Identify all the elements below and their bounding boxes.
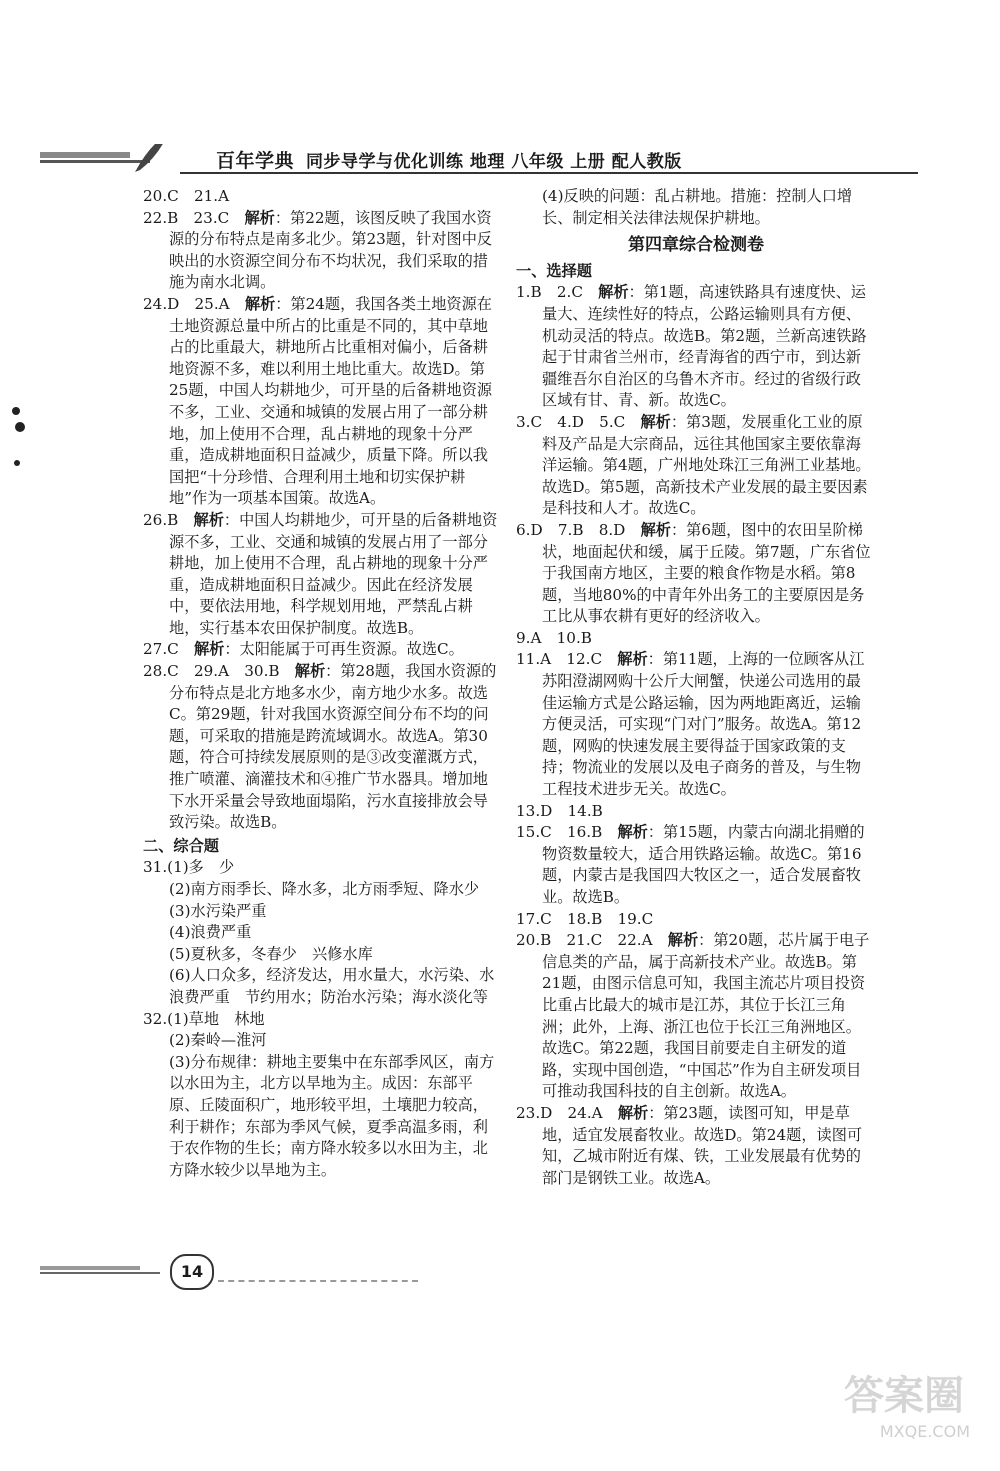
analysis-label: 解析: [193, 640, 225, 659]
answer-keys: 6.D 7.B 8.D: [516, 520, 641, 539]
answer-item: 13.D 14.B: [516, 801, 603, 820]
answer-item: [143, 208, 499, 294]
answer-item: 20.C 21.A: [143, 187, 230, 205]
chapter-title: 第四章综合检测卷: [628, 235, 764, 256]
analysis-text: ：第20题，芯片属于电子信息类的产品，属于高新技术产业。故选B。第21题，由图示信息可知，我国主流芯片项目投资比重占比最大的城市是江苏，其位于长江三角洲；此外，上海、浙江也位于长江三角洲地区。故选C。第22题，我国目前要走自主研发的道路，实现中国创造，“中国芯”作为自主研发项目可推动我国科技的自主创新。故选A。: [542, 931, 870, 1101]
analysis-text: ：第28题，我国水资源的分布特点是北方地多水少，南方地少水多。故选C。第29题，针对我国水资源空间分布不均的问题，可采取的措施是跨流域调水。故选A。第30题，符合可持续发展原则的是③改变灌溉方式，推广喷灌、滴灌技术和④推广节水器具。增加地下水开采量会导致地面塌陷，污水直接排放会导致污染。故选B。: [169, 662, 497, 832]
footer-stripe-decoration-icon: [40, 1260, 166, 1282]
answer-keys: 24.D 25.A: [143, 294, 245, 313]
answer-keys: 15.C 16.B: [516, 823, 618, 842]
footer-dashed-rule: [218, 1280, 418, 1282]
answer-subitem: (2)秦岭—淮河: [169, 1031, 267, 1050]
analysis-text: ：中国人均耕地少，可开垦的后备耕地资源不多，工业、交通和城镇的发展占用了一部分耕地，加上使用不合理，乱占耕地的现象十分严重，造成耕地面积日益减少。因此在经济发展中，要依法用地，科学规划用地，严禁乱占耕地，实行基本农田保护制度。故选B。: [169, 510, 498, 637]
answer-item: [143, 639, 499, 661]
analysis-label: 解析: [294, 662, 326, 681]
answer-keys: 26.B: [143, 510, 194, 529]
analysis-label: 解析: [244, 208, 275, 227]
section-heading: 二、综合题: [143, 836, 219, 855]
answer-item: 17.C 18.B 19.C: [516, 909, 654, 928]
analysis-label: 解析: [667, 931, 699, 950]
answer-item: [143, 510, 499, 640]
answer-item: [516, 822, 876, 908]
analysis-label: 解析: [244, 294, 276, 313]
answer-subitem: (2)南方雨季长、降水多，北方雨季短、降水少: [169, 880, 480, 898]
header-brand: 百年学典: [216, 150, 295, 172]
analysis-text: ：第1题，高速铁路具有速度快、运量大、连续性好的特点，公路运输则具有方便、机动灵活的特点。故选B。第2题，兰新高速铁路起于甘肃省兰州市，经青海省的西宁市，到达新疆维吾尔自治区的乌鲁木齐市。经过的省级行政区域有甘、青、新。故选C。: [542, 283, 867, 410]
answer-keys: 28.C 29.A 30.B: [143, 662, 295, 681]
answer-item: 31.(1)多 少: [143, 858, 235, 877]
analysis-text: ：太阳能属于可再生资源。故选C。: [224, 640, 464, 659]
answer-item: 9.A 10.B: [516, 628, 592, 647]
analysis-label: 解析: [640, 520, 671, 539]
answer-subitem: (5)夏秋多，冬春少 兴修水库: [169, 944, 373, 963]
analysis-text: ：第23题，读图可知，甲是草地，适宜发展畜牧业。故选D。第24题，读图可知，乙城市附近有煤、铁，工业发展最有优势的部门是钢铁工业。故选A。: [542, 1103, 863, 1187]
answer-keys: 27.C: [143, 640, 194, 659]
analysis-text: ：第3题，发展重化工业的原料及产品是大宗商品，远往其他国家主要依靠海洋运输。第4题，广州地处珠江三角洲工业基地。故选D。第5题，高新技术产业发展的最主要因素是科技和人才。故选C。: [542, 412, 871, 518]
analysis-label: 解析: [617, 1103, 649, 1122]
analysis-text: ：第22题，该图反映了我国水资源的分布特点是南多北少。第23题，针对图中反映出的水资源空间分布不均状况，我们采取的措施为南水北调。: [169, 208, 493, 292]
analysis-text: ：第15题，内蒙古向湖北捐赠的物资数量较大，适合用铁路运输。故选C。第16题，内蒙古是我国四大牧区之一，适合发展畜牧业。故选B。: [542, 823, 865, 906]
watermark-url: MXQE.COM: [879, 1422, 970, 1441]
answer-item: [143, 661, 499, 834]
answer-keys: 20.B 21.C 22.A: [516, 931, 668, 950]
answer-keys: 11.A 12.C: [516, 650, 618, 669]
answer-item: [516, 930, 876, 1103]
margin-ink-marks: [8, 405, 28, 475]
answer-item: [143, 294, 499, 510]
answer-subitem: (4)浪费严重: [169, 923, 252, 942]
answer-item: [516, 412, 876, 520]
page-header: [40, 118, 920, 178]
section-heading: 一、选择题: [516, 261, 592, 280]
answer-item: [516, 520, 876, 628]
analysis-text: ：第6题，图中的农田呈阶梯状，地面起伏和缓，属于丘陵。第7题，广东省位于我国南方地区，主要的粮食作物是水稻。第8题，当地80%的中青年外出务工的主要原因是务工比从事农耕有更好的经济收入。: [542, 520, 871, 626]
answer-subitem: (6)人口众多，经济发达，用水量大，水污染、水浪费严重 节约用水；防治水污染；海水淡化等: [169, 966, 495, 1006]
analysis-label: 解析: [598, 283, 629, 302]
analysis-label: 解析: [640, 412, 671, 431]
analysis-text: ：第11题，上海的一位顾客从江苏阳澄湖网购十公斤大闸蟹，快递公司选用的最佳运输方式是公路运输，因为两地距离近，运输方便灵活，可实现“门对门”服务。故选A。第12题，网购的快速发展主要得益于国家政策的支持；物流业的发展以及电子商务的普及，与生物工程技术进步无关。故选C。: [542, 650, 865, 799]
answer-keys: 22.B 23.C: [143, 208, 245, 227]
watermark-logo: 答案圈: [844, 1373, 964, 1419]
answer-subitem: (3)水污染严重: [169, 901, 267, 920]
watermark: [810, 1371, 970, 1441]
answer-keys: 3.C 4.D 5.C: [516, 412, 641, 431]
answer-item: [516, 649, 876, 800]
header-title: [216, 146, 682, 173]
header-feather-decoration-icon: [40, 144, 170, 174]
analysis-text: ：第24题，我国各类土地资源在土地资源总量中所占的比重是不同的，其中草地占的比重最大，耕地所占比重相对偏小，后备耕地资源不多，难以利用土地比重大。故选D。第25题，中国人均耕地少，可开垦的后备耕地资源不多，工业、交通和城镇的发展占用了一部分耕地，加上使用不合理，乱占耕地的现象十分严重，造成耕地面积日益减少，质量下降。所以我国把“十分珍惜、合理利用土地和切实保护耕地”作为一项基本国策。故选A。: [169, 294, 493, 508]
answer-item: 32.(1)草地 林地: [143, 1009, 265, 1028]
analysis-label: 解析: [617, 650, 648, 669]
answer-subitem: (3)分布规律：耕地主要集中在东部季风区，南方以水田为主，北方以旱地为主。成因：东部平原、丘陵面积广，地形较平坦，土壤肥力较高，利于耕作；东部为季风气候，夏季高温多雨，利于农作物的生长；南方降水较多以水田为主，北方降水较少以旱地为主。: [169, 1052, 495, 1179]
page-number: 14: [170, 1254, 214, 1290]
left-column: [143, 186, 499, 1181]
answer-subitem: (4)反映的问题：乱占耕地。措施：控制人口增长、制定相关法律法规保护耕地。: [542, 187, 853, 227]
header-subtitle: 同步导学与优化训练 地理 八年级 上册 配人教版: [306, 152, 682, 172]
analysis-label: 解析: [193, 510, 224, 529]
analysis-label: 解析: [617, 823, 648, 842]
answer-keys: 1.B 2.C: [516, 283, 599, 302]
answer-keys: 23.D 24.A: [516, 1103, 618, 1122]
answer-item: [516, 282, 876, 412]
answer-item: [516, 1103, 876, 1189]
right-column: [516, 186, 876, 1189]
page-footer: [40, 1250, 440, 1290]
